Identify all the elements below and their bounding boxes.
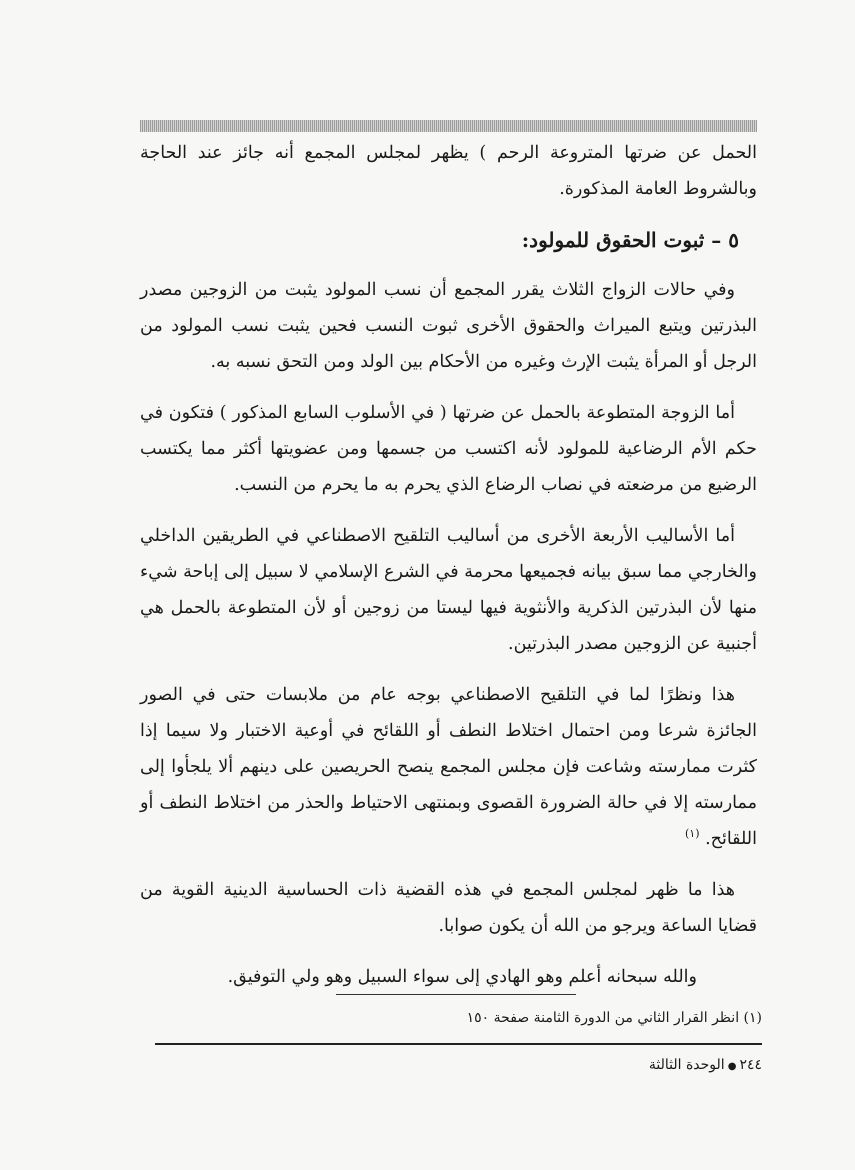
paragraph-lineage: وفي حالات الزواج الثلاث يقرر المجمع أن نسب المولود يثبت من الزوجين مصدر البذرتين ويتبع الميراث والحقوق الأخرى ثبوت النسب فحين يثبت نسب المولود من الرجل أو المرأة يثبت الإرث وغيره من الأحكام بين الولد ومن التحق نسبه به. — [140, 280, 757, 372]
section-heading: ٥ – ثبوت الحقوق للمولود: — [521, 228, 739, 252]
bullet-icon: ● — [727, 1061, 737, 1072]
caution-text: هذا ونظرًا لما في التلقيح الاصطناعي بوجه عام من ملابسات حتى في الصور الجائزة شرعا ومن احتمال اختلاط النطف أو اللقائح في أوعية الاختبار ولا سيما إذا كثرت ممارسته وشاعت فإن مجلس المجمع ينصح الحريصين على دينهم ألا يلجأوا إلى ممارسته إلا في حالة الضرورة القصوى وبمنتهى الاحتياط والحذر من اختلاط النطف أو اللقائح. — [140, 685, 757, 849]
paragraph-continuation: الحمل عن ضرتها المتروعة الرحم ) يظهر لمجلس المجمع أنه جائز عند الحاجة وبالشروط العامة المذكورة. — [140, 143, 757, 199]
footnote-reference: (١) — [685, 827, 700, 841]
paragraph-prohibited-methods: أما الأساليب الأربعة الأخرى من أساليب التلقيح الاصطناعي في الطريقين الداخلي والخارجي مما سبق بيانه فجميعها محرمة في الشرع الإسلامي لا سبيل إلى إباحة شيء منها لأن البذرتين الذكرية والأنثوية فيها ليستا من زوجين أو لأن المتطوعة بالحمل هي أجنبية عن الزوجين مصدر البذرتين. — [140, 526, 757, 654]
footnote: (١) انظر القرار الثاني من الدورة الثامنة صفحة ١٥٠ — [466, 1010, 762, 1026]
header-band — [140, 120, 757, 132]
page-footer — [649, 1054, 762, 1078]
footer-rule — [155, 1043, 762, 1045]
page-number: ٢٤٤ — [739, 1057, 762, 1073]
paragraph-surrogate-wife: أما الزوجة المتطوعة بالحمل عن ضرتها ( في الأسلوب السابع المذكور ) فتكون في حكم الأم الرضاعية للمولود لأنه اكتسب من جسمها ومن عضويتها أكثر مما يكتسب الرضيع من مرضعته في نصاب الرضاع الذي يحرم به ما يحرم من النسب. — [140, 403, 757, 495]
closing-line: والله سبحانه أعلم وهو الهادي إلى سواء السبيل وهو ولي التوفيق. — [227, 967, 697, 987]
section-title: الوحدة الثالثة — [648, 1057, 725, 1073]
footnote-divider — [336, 994, 576, 995]
paragraph-conclusion: هذا ما ظهر لمجلس المجمع في هذه القضية ذات الحساسية الدينية القوية من قضايا الساعة ويرجو من الله أن يكون صوابا. — [140, 880, 757, 936]
paragraph-caution — [140, 677, 757, 857]
body-text — [140, 135, 757, 1010]
